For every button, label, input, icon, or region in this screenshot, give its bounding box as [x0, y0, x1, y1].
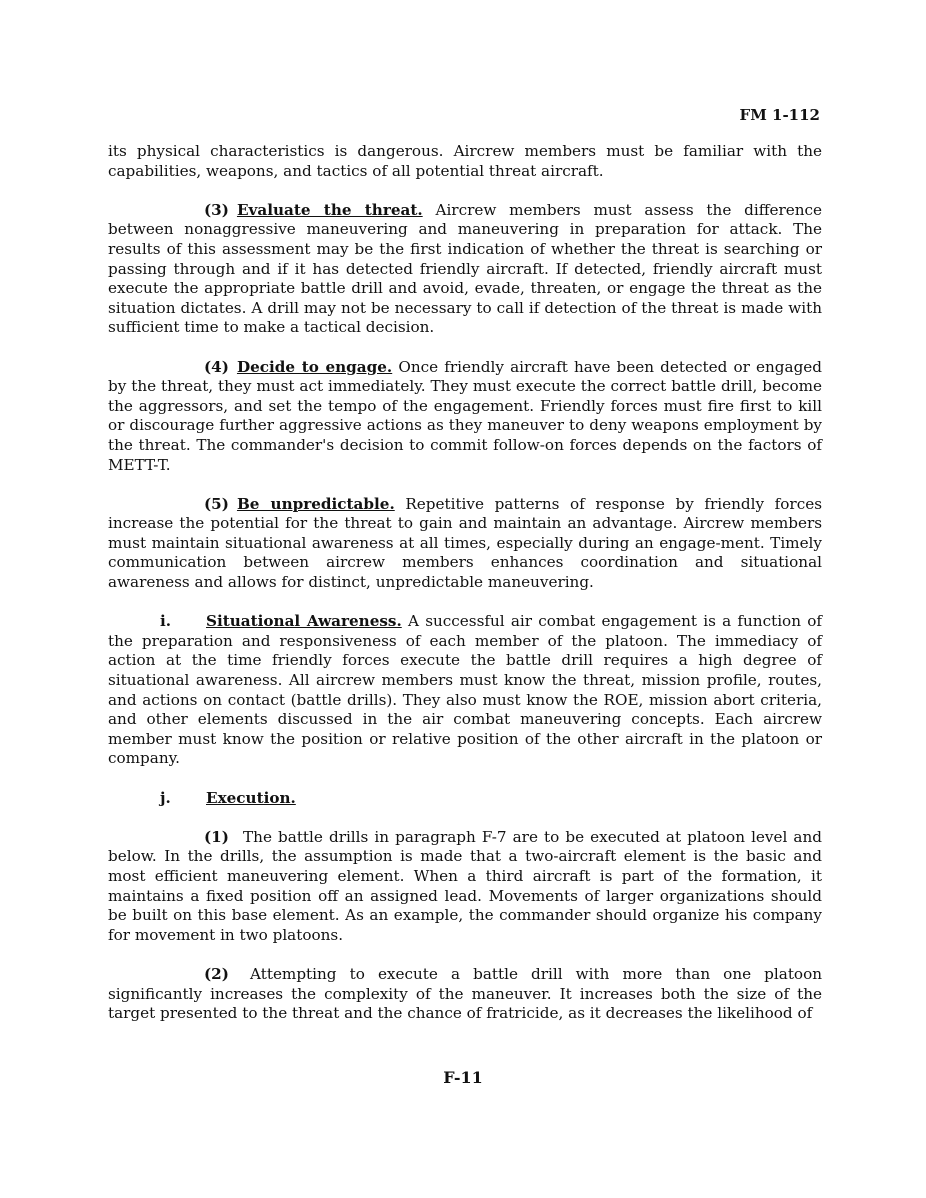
paragraph-continuation: its physical characteristics is dangerous. Aircrew members must be familiar with the capabilities, weapons, and tactics of all potential threat aircraft.	[108, 142, 822, 180]
paragraph-letter: j.	[160, 788, 171, 807]
paragraph-title: Execution.	[206, 788, 296, 807]
paragraph-situational-awareness: i. Situational Awareness. A successful air combat engagement is a function of the preparation and responsiveness of each member of the platoon. The immediacy of action at the time friendly forces execute the battle drill requires a high degree of situational awareness. All aircrew members must know the threat, mission profile, routes, and actions on contact (battle drills). They also must know the ROE, mission abort criteria, and other elements discussed in the air combat maneuvering concepts. Each aircrew member must know the position or relative position of the other aircraft in the platoon or company.	[108, 612, 822, 768]
paragraph-title: Decide to engage.	[236, 357, 393, 376]
paragraph-execution-1: (1) The battle drills in paragraph F-7 are to be executed at platoon level and below. In the drills, the assumption is made that a two-aircraft element is the basic and most efficient maneuvering element. When a third aircraft is part of the formation, it maintains a fixed position off an assigned lead. Movements of larger organizations should be built on this base element. As an example, the commander should organize his company for movement in two platoons.	[108, 827, 822, 944]
paragraph-number: (3)	[204, 200, 229, 219]
page-number: F-11	[443, 1068, 483, 1087]
paragraph-execution-2: (2) Attempting to execute a battle drill with more than one platoon significantly increases the complexity of the maneuver. It increases both the size of the target presented to the threat and the chance of fratricide, as it decreases the likelihood of	[108, 964, 822, 1023]
paragraph-execution-heading	[108, 789, 822, 809]
paragraph-number: (5)	[204, 494, 229, 513]
document-id-header: FM 1-112	[739, 106, 820, 124]
paragraph-number: (1)	[204, 827, 229, 846]
paragraph-number: (2)	[204, 964, 229, 983]
paragraph-letter: i.	[160, 612, 172, 631]
paragraph-decide-engage: (4) Decide to engage. Once friendly aircraft have been detected or engaged by the threat, they must act immediately. They must execute the correct battle drill, become the aggressors, and set the tempo of the engagement. Friendly forces must fire first to kill or discourage further aggressive actions as they maneuver to deny weapons employment by the threat. The commander's decision to commit follow-on forces depends on the factors of METT-T.	[108, 357, 822, 474]
paragraph-title: Situational Awareness.	[206, 612, 402, 631]
paragraph-number: (4)	[204, 357, 229, 376]
paragraph-be-unpredictable: (5) Be unpredictable. Repetitive patterns of response by friendly forces increase the potential for the threat to gain and maintain an advantage. Aircrew members must maintain situational awareness at all times, especially during an engage-ment. Timely communication between aircrew members enhances coordination and situational awareness and allows for distinct, unpredictable maneuvering.	[108, 494, 822, 592]
paragraph-evaluate-threat: (3) Evaluate the threat. Aircrew members must assess the difference between nonaggressive maneuvering and maneuvering in preparation for attack. The results of this assessment may be the first indication of whether the threat is searching or passing through and if it has detected friendly aircraft. If detected, friendly aircraft must execute the appropriate battle drill and avoid, evade, threaten, or engage the threat as the situation dictates. A drill may not be necessary to call if detection of the threat is made with sufficient time to make a tactical decision.	[108, 200, 823, 337]
paragraph-title: Evaluate the threat.	[236, 200, 423, 219]
document-body	[108, 142, 822, 1043]
paragraph-title: Be unpredictable.	[236, 494, 395, 513]
